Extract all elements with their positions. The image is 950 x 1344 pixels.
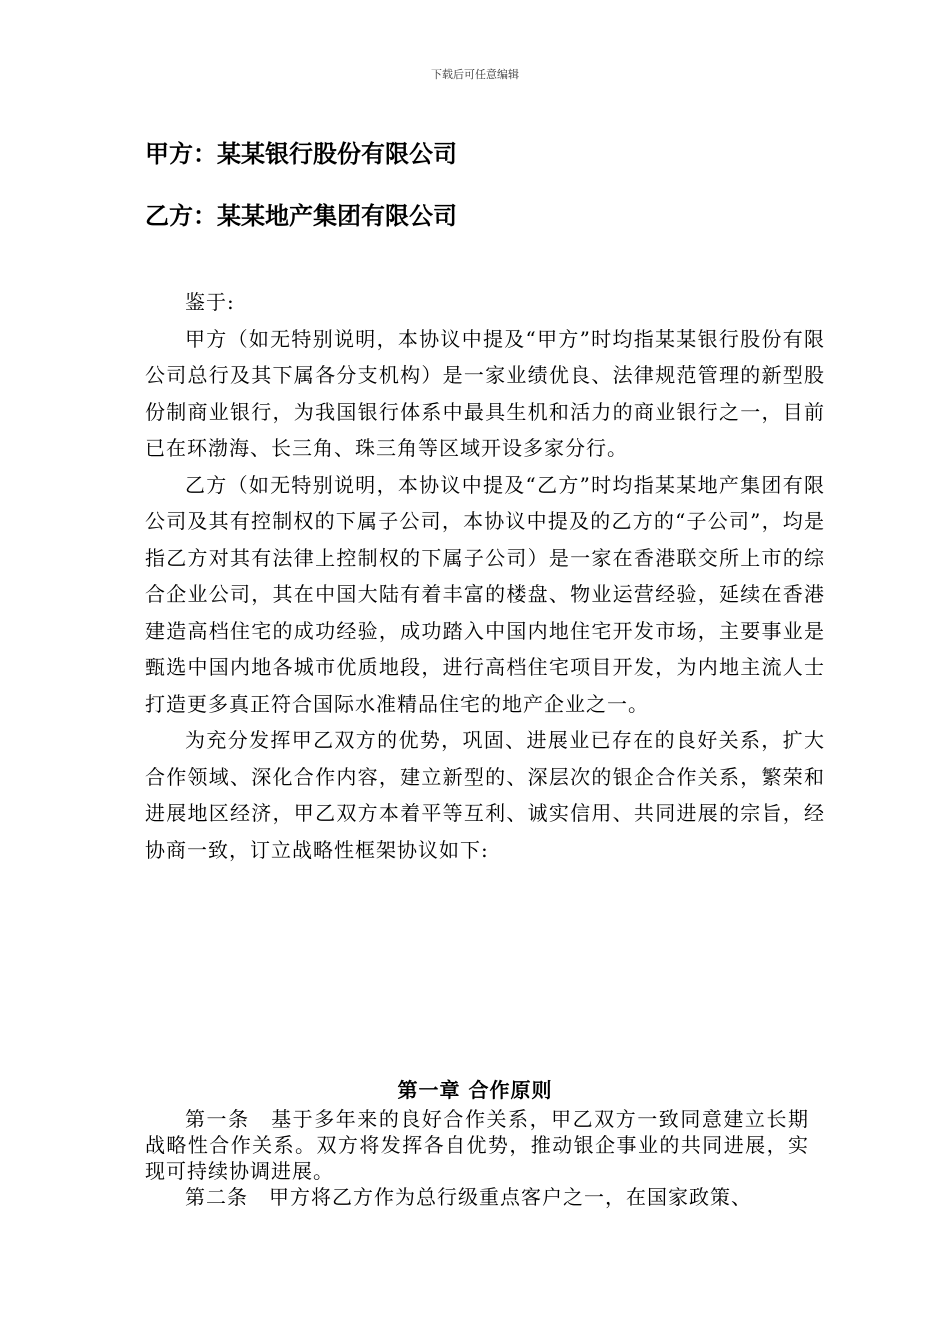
- chapter-title: 第一章 合作原则: [397, 1078, 553, 1102]
- paragraph-party-b: 乙方（如无特别说明，本协议中提及“乙方”时均指某某地产集团有限公司及其有控制权的下属子公司，本协议中提及的乙方的“子公司”，均是指乙方对其有法律上控制权的下属子公司）是一家在香港联交所上市的综合企业公司，其在中国大陆有着丰富的楼盘、物业运营经验，延续在香港建造高档住宅的成功经验，成功踏入中国内地住宅开发市场，主要事业是甄选中国内地各城市优质地段，进行高档住宅项目开发，为内地主流人士打造更多真正符合国际水准精品住宅的地产企业之一。: [145, 472, 825, 716]
- paragraph-party-a: 甲方（如无特别说明，本协议中提及“甲方”时均指某某银行股份有限公司总行及其下属各分支机构）是一家业绩优良、法律规范管理的新型股份制商业银行，为我国银行体系中最具生机和活力的商业银行之一，目前已在环渤海、长三角、珠三角等区域开设多家分行。: [145, 326, 825, 460]
- whereas-label: 鉴于:: [185, 290, 235, 314]
- intro-section: [145, 284, 825, 868]
- articles-section: [145, 1106, 809, 1210]
- party-a-heading: 甲方：某某银行股份有限公司: [145, 140, 457, 168]
- party-b-heading: 乙方：某某地产集团有限公司: [145, 202, 457, 230]
- header-note: 下载后可任意编辑: [431, 68, 519, 81]
- article-1: 第一条 基于多年来的良好合作关系，甲乙双方一致同意建立长期战略性合作关系。双方将发挥各自优势，推动银企事业的共同进展，实现可持续协调进展。: [145, 1107, 809, 1183]
- paragraph-purpose: 为充分发挥甲乙双方的优势，巩固、进展业已存在的良好关系，扩大合作领域、深化合作内容，建立新型的、深层次的银企合作关系，繁荣和进展地区经济，甲乙双方本着平等互利、诚实信用、共同进展的宗旨，经协商一致，订立战略性框架协议如下:: [145, 728, 825, 862]
- article-2: 第二条 甲方将乙方作为总行级重点客户之一，在国家政策、: [185, 1185, 752, 1209]
